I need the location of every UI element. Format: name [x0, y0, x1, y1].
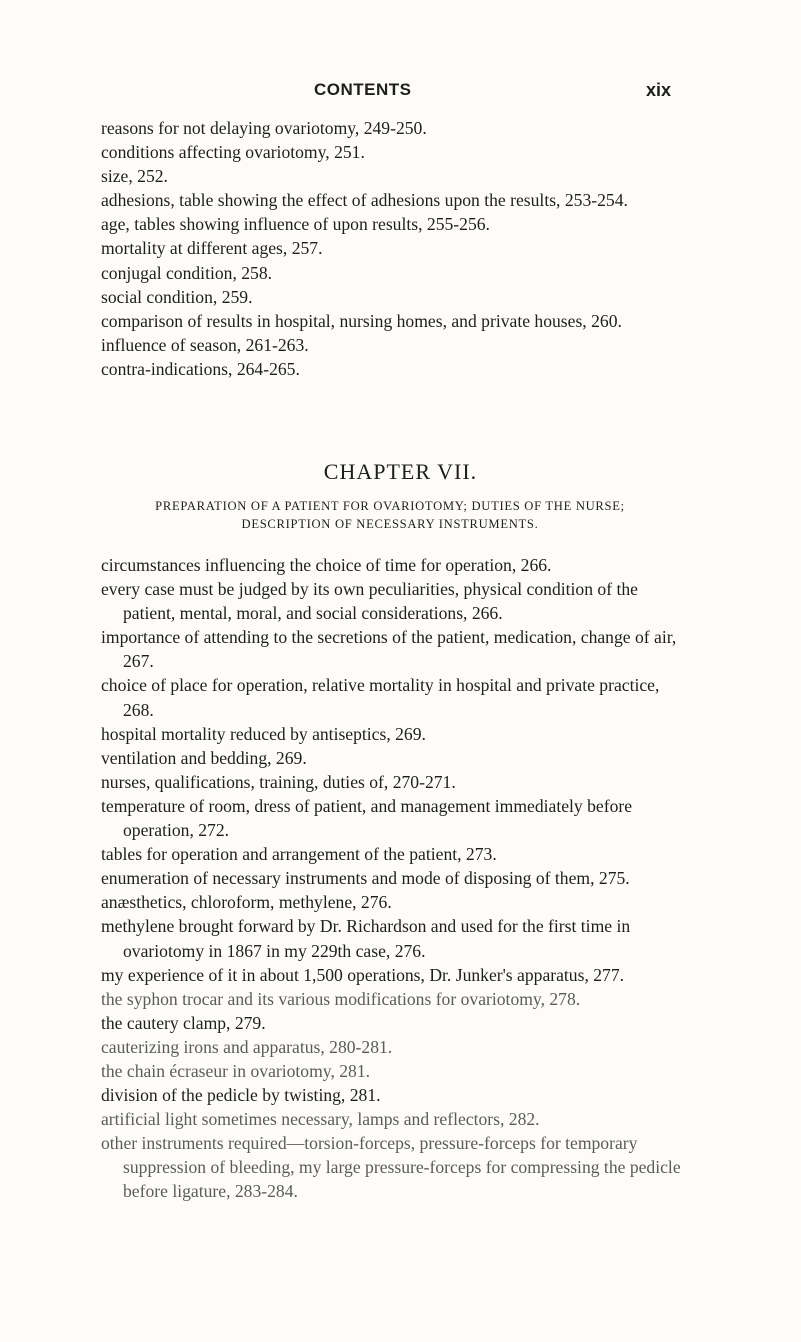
contents-entry: temperature of room, dress of patient, and management immediately before operation, 272.	[101, 795, 633, 841]
contents-entry: every case must be judged by its own peculiarities, physical condition of the patient, mental, moral, and social considerations, 266.	[101, 579, 638, 624]
contents-entry: the chain écraseur in ovariotomy, 281.	[101, 1060, 371, 1081]
contents-list-chapter-vi	[101, 116, 696, 381]
contents-entry: adhesions, table showing the effect of adhesions upon the results, 253-254.	[101, 190, 628, 211]
contents-entry: size, 252.	[101, 166, 168, 187]
contents-entry: comparison of results in hospital, nursing homes, and private houses, 260.	[101, 310, 622, 331]
contents-entry: tables for operation and arrangement of the patient, 273.	[101, 844, 497, 865]
contents-entry: enumeration of necessary instruments and mode of disposing of them, 275.	[101, 868, 630, 889]
chapter-subtitle-line: DESCRIPTION OF NECESSARY INSTRUMENTS.	[241, 517, 539, 531]
contents-entry: reasons for not delaying ovariotomy, 249-250.	[101, 118, 427, 138]
contents-entry: the cautery clamp, 279.	[101, 1012, 266, 1033]
contents-entry: conjugal condition, 258.	[101, 262, 273, 283]
contents-entry: contra-indications, 264-265.	[101, 358, 300, 379]
contents-entry: division of the pedicle by twisting, 281.	[101, 1085, 381, 1106]
contents-entry: methylene brought forward by Dr. Richardson and used for the first time in ovariotomy in 1867 in my 229th case, 276.	[101, 916, 631, 961]
contents-entry: circumstances influencing the choice of time for operation, 266.	[101, 555, 552, 575]
contents-entry: anæsthetics, chloroform, methylene, 276.	[101, 892, 392, 913]
contents-entry: other instruments required—torsion-forceps, pressure-forceps for temporary suppression of bleeding, my large pressure-forceps for compressing the pedicle before ligature, 283-284.	[101, 1133, 681, 1202]
contents-entry: influence of season, 261-263.	[101, 334, 309, 355]
running-head: CONTENTS	[314, 80, 412, 99]
contents-list-chapter-vii	[101, 553, 693, 1204]
contents-entry: social condition, 259.	[101, 286, 253, 307]
page-header	[0, 80, 801, 104]
contents-entry: importance of attending to the secretions of the patient, medication, change of air, 267.	[101, 627, 677, 672]
contents-entry: artificial light sometimes necessary, lamps and reflectors, 282.	[101, 1109, 540, 1130]
contents-entry: age, tables showing influence of upon results, 255-256.	[101, 214, 490, 235]
contents-entry: cauterizing irons and apparatus, 280-281.	[101, 1036, 393, 1057]
contents-entry: mortality at different ages, 257.	[101, 238, 323, 259]
chapter-heading: CHAPTER VII.	[323, 459, 478, 484]
contents-entry: ventilation and bedding, 269.	[101, 747, 307, 768]
contents-entry: conditions affecting ovariotomy, 251.	[101, 142, 365, 163]
contents-entry: the syphon trocar and its various modifications for ovariotomy, 278.	[101, 988, 581, 1009]
contents-entry: my experience of it in about 1,500 operations, Dr. Junker's apparatus, 277.	[101, 964, 625, 985]
page-number: xix	[646, 80, 672, 100]
chapter-subtitle	[40, 497, 740, 533]
contents-entry: nurses, qualifications, training, duties of, 270-271.	[101, 771, 456, 792]
contents-entry: hospital mortality reduced by antiseptics, 269.	[101, 723, 426, 744]
chapter-subtitle-line: PREPARATION OF A PATIENT FOR OVARIOTOMY; DUTIES OF THE NURSE;	[155, 499, 625, 513]
contents-entry: choice of place for operation, relative mortality in hospital and private practice, 268.	[101, 675, 660, 720]
